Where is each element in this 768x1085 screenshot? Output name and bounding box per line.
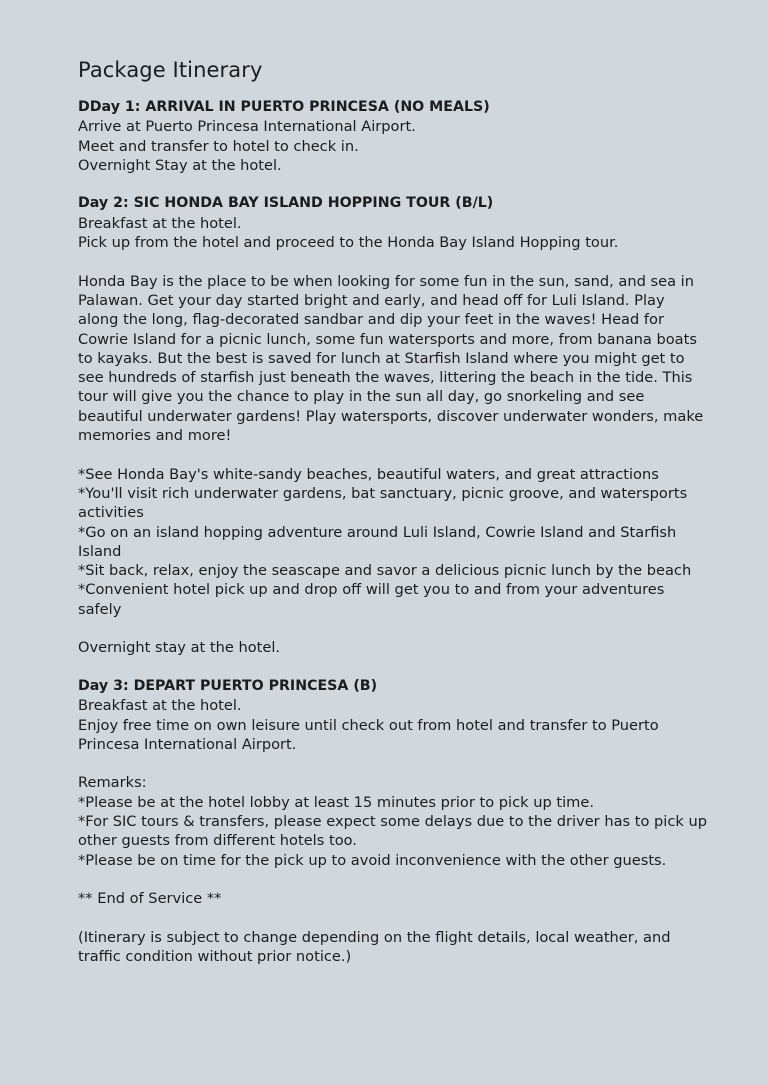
highlight-item: *You'll visit rich underwater gardens, bat sanctuary, picnic groove, and watersports activities	[78, 484, 688, 522]
day3-section	[78, 677, 708, 754]
disclaimer: (Itinerary is subject to change depending on the flight details, local weather, and traffic condition without prior notice.)	[78, 928, 671, 966]
day1-heading: DDay 1: ARRIVAL IN PUERTO PRINCESA (NO MEALS)	[78, 99, 490, 115]
day1-line: Arrive at Puerto Princesa International Airport.	[78, 118, 416, 136]
day3-line: Enjoy free time on own leisure until check out from hotel and transfer to Puerto Princesa International Airport.	[78, 716, 659, 753]
day3-line: Breakfast at the hotel.	[78, 697, 242, 715]
day1-line: Overnight Stay at the hotel.	[78, 156, 282, 174]
remarks-label: Remarks:	[78, 774, 147, 792]
highlight-item: *Go on an island hopping adventure around Luli Island, Cowrie Island and Starfish Island	[78, 523, 677, 560]
remark-item: *Please be on time for the pick up to avoid inconvenience with the other guests.	[78, 851, 667, 869]
day3-heading: Day 3: DEPART PUERTO PRINCESA (B)	[78, 677, 378, 694]
highlight-item: *See Honda Bay's white-sandy beaches, beautiful waters, and great attractions	[78, 465, 659, 483]
day2-section	[78, 194, 708, 252]
day2-line: Breakfast at the hotel.	[78, 214, 242, 232]
remark-item: *For SIC tours & transfers, please expect some delays due to the driver has to pick up other guests from different hotels too.	[78, 812, 707, 850]
day1-section	[78, 98, 708, 175]
remark-item: *Please be at the hotel lobby at least 15 minutes prior to pick up time.	[78, 793, 594, 811]
day2-closing: Overnight stay at the hotel.	[78, 639, 281, 657]
end-of-service: ** End of Service **	[78, 890, 222, 908]
page-title: Package Itinerary	[78, 58, 263, 82]
day2-line: Pick up from the hotel and proceed to the Honda Bay Island Hopping tour.	[78, 234, 619, 252]
highlight-item: *Convenient hotel pick up and drop off will get you to and from your adventures safely	[78, 581, 665, 618]
highlight-item: *Sit back, relax, enjoy the seascape and savor a delicious picnic lunch by the beach	[78, 562, 692, 580]
day2-highlights	[78, 465, 708, 619]
day1-line: Meet and transfer to hotel to check in.	[78, 137, 359, 155]
day2-heading: Day 2: SIC HONDA BAY ISLAND HOPPING TOUR (B/L)	[78, 195, 494, 212]
day2-description: Honda Bay is the place to be when looking for some fun in the sun, sand, and sea in Palawan. Get your day started bright and early, and head off for Luli Island. Play along the long, flag-decorated sandbar and dip your feet in the waves! Head for Cowrie Island for a picnic lunch, some fun watersports and more, from banana boats to kayaks. But the best is saved for lunch at Starfish Island where you might get to see hundreds of starfish just beneath the waves, littering the beach in the tide. This tour will give you the chance to play in the sun all day, go snorkeling and see beautiful underwater gardens! Play watersports, discover underwater wonders, make memories and more!	[78, 272, 704, 445]
remarks-section	[78, 773, 708, 869]
